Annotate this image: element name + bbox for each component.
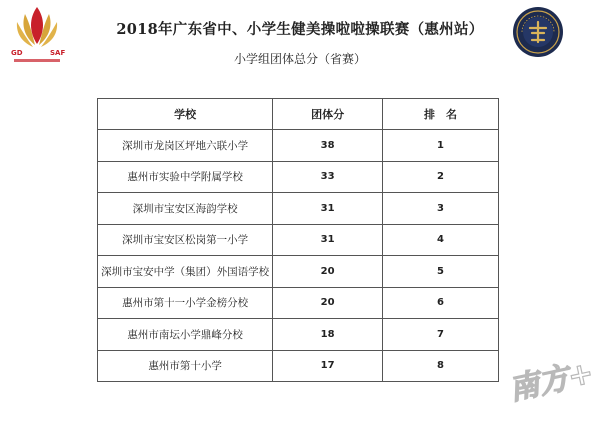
school-cell: 惠州市实验中学附属学校 bbox=[98, 161, 273, 193]
table-row bbox=[98, 256, 499, 288]
school-cell: 深圳市宝安区松岗第一小学 bbox=[98, 224, 273, 256]
table-row bbox=[98, 319, 499, 351]
score-cell: 31 bbox=[273, 193, 383, 225]
score-cell: 38 bbox=[273, 130, 383, 162]
school-cell: 深圳市宝安中学（集团）外国语学校 bbox=[98, 256, 273, 288]
school-cell: 惠州市第十一小学金榜分校 bbox=[98, 287, 273, 319]
rank-cell: 6 bbox=[383, 287, 499, 319]
rank-cell: 7 bbox=[383, 319, 499, 351]
score-cell: 20 bbox=[273, 287, 383, 319]
rank-cell: 8 bbox=[383, 350, 499, 382]
rank-cell: 4 bbox=[383, 224, 499, 256]
school-cell: 深圳市龙岗区坪地六联小学 bbox=[98, 130, 273, 162]
emblem-logo-icon bbox=[512, 6, 564, 58]
school-cell: 惠州市南坛小学鼎峰分校 bbox=[98, 319, 273, 351]
svg-text:SAF: SAF bbox=[50, 49, 66, 57]
column-header-rank: 排 名 bbox=[383, 99, 499, 130]
rank-cell: 3 bbox=[383, 193, 499, 225]
table-header-row bbox=[98, 99, 499, 130]
table-row bbox=[98, 287, 499, 319]
page-subtitle: 小学组团体总分（省赛） bbox=[233, 52, 366, 66]
page-title: 2018年广东省中、小学生健美操啦啦操联赛（惠州站） bbox=[116, 21, 484, 38]
results-table bbox=[97, 98, 499, 382]
score-cell: 18 bbox=[273, 319, 383, 351]
column-header-score: 团体分 bbox=[273, 99, 383, 130]
table-row bbox=[98, 161, 499, 193]
score-cell: 31 bbox=[273, 224, 383, 256]
logo-left-text: GD bbox=[11, 49, 23, 57]
gdsaf-logo-icon bbox=[8, 4, 66, 66]
watermark-text: 南方+ bbox=[506, 355, 597, 408]
rank-cell: 5 bbox=[383, 256, 499, 288]
table-row bbox=[98, 350, 499, 382]
score-cell: 17 bbox=[273, 350, 383, 382]
rank-cell: 2 bbox=[383, 161, 499, 193]
score-cell: 20 bbox=[273, 256, 383, 288]
table-row bbox=[98, 224, 499, 256]
table-row bbox=[98, 130, 499, 162]
rank-cell: 1 bbox=[383, 130, 499, 162]
school-cell: 惠州市第十小学 bbox=[98, 350, 273, 382]
score-cell: 33 bbox=[273, 161, 383, 193]
column-header-school: 学校 bbox=[98, 99, 273, 130]
table-row bbox=[98, 193, 499, 225]
nanfang-plus-watermark bbox=[506, 348, 597, 408]
school-cell: 深圳市宝安区海韵学校 bbox=[98, 193, 273, 225]
